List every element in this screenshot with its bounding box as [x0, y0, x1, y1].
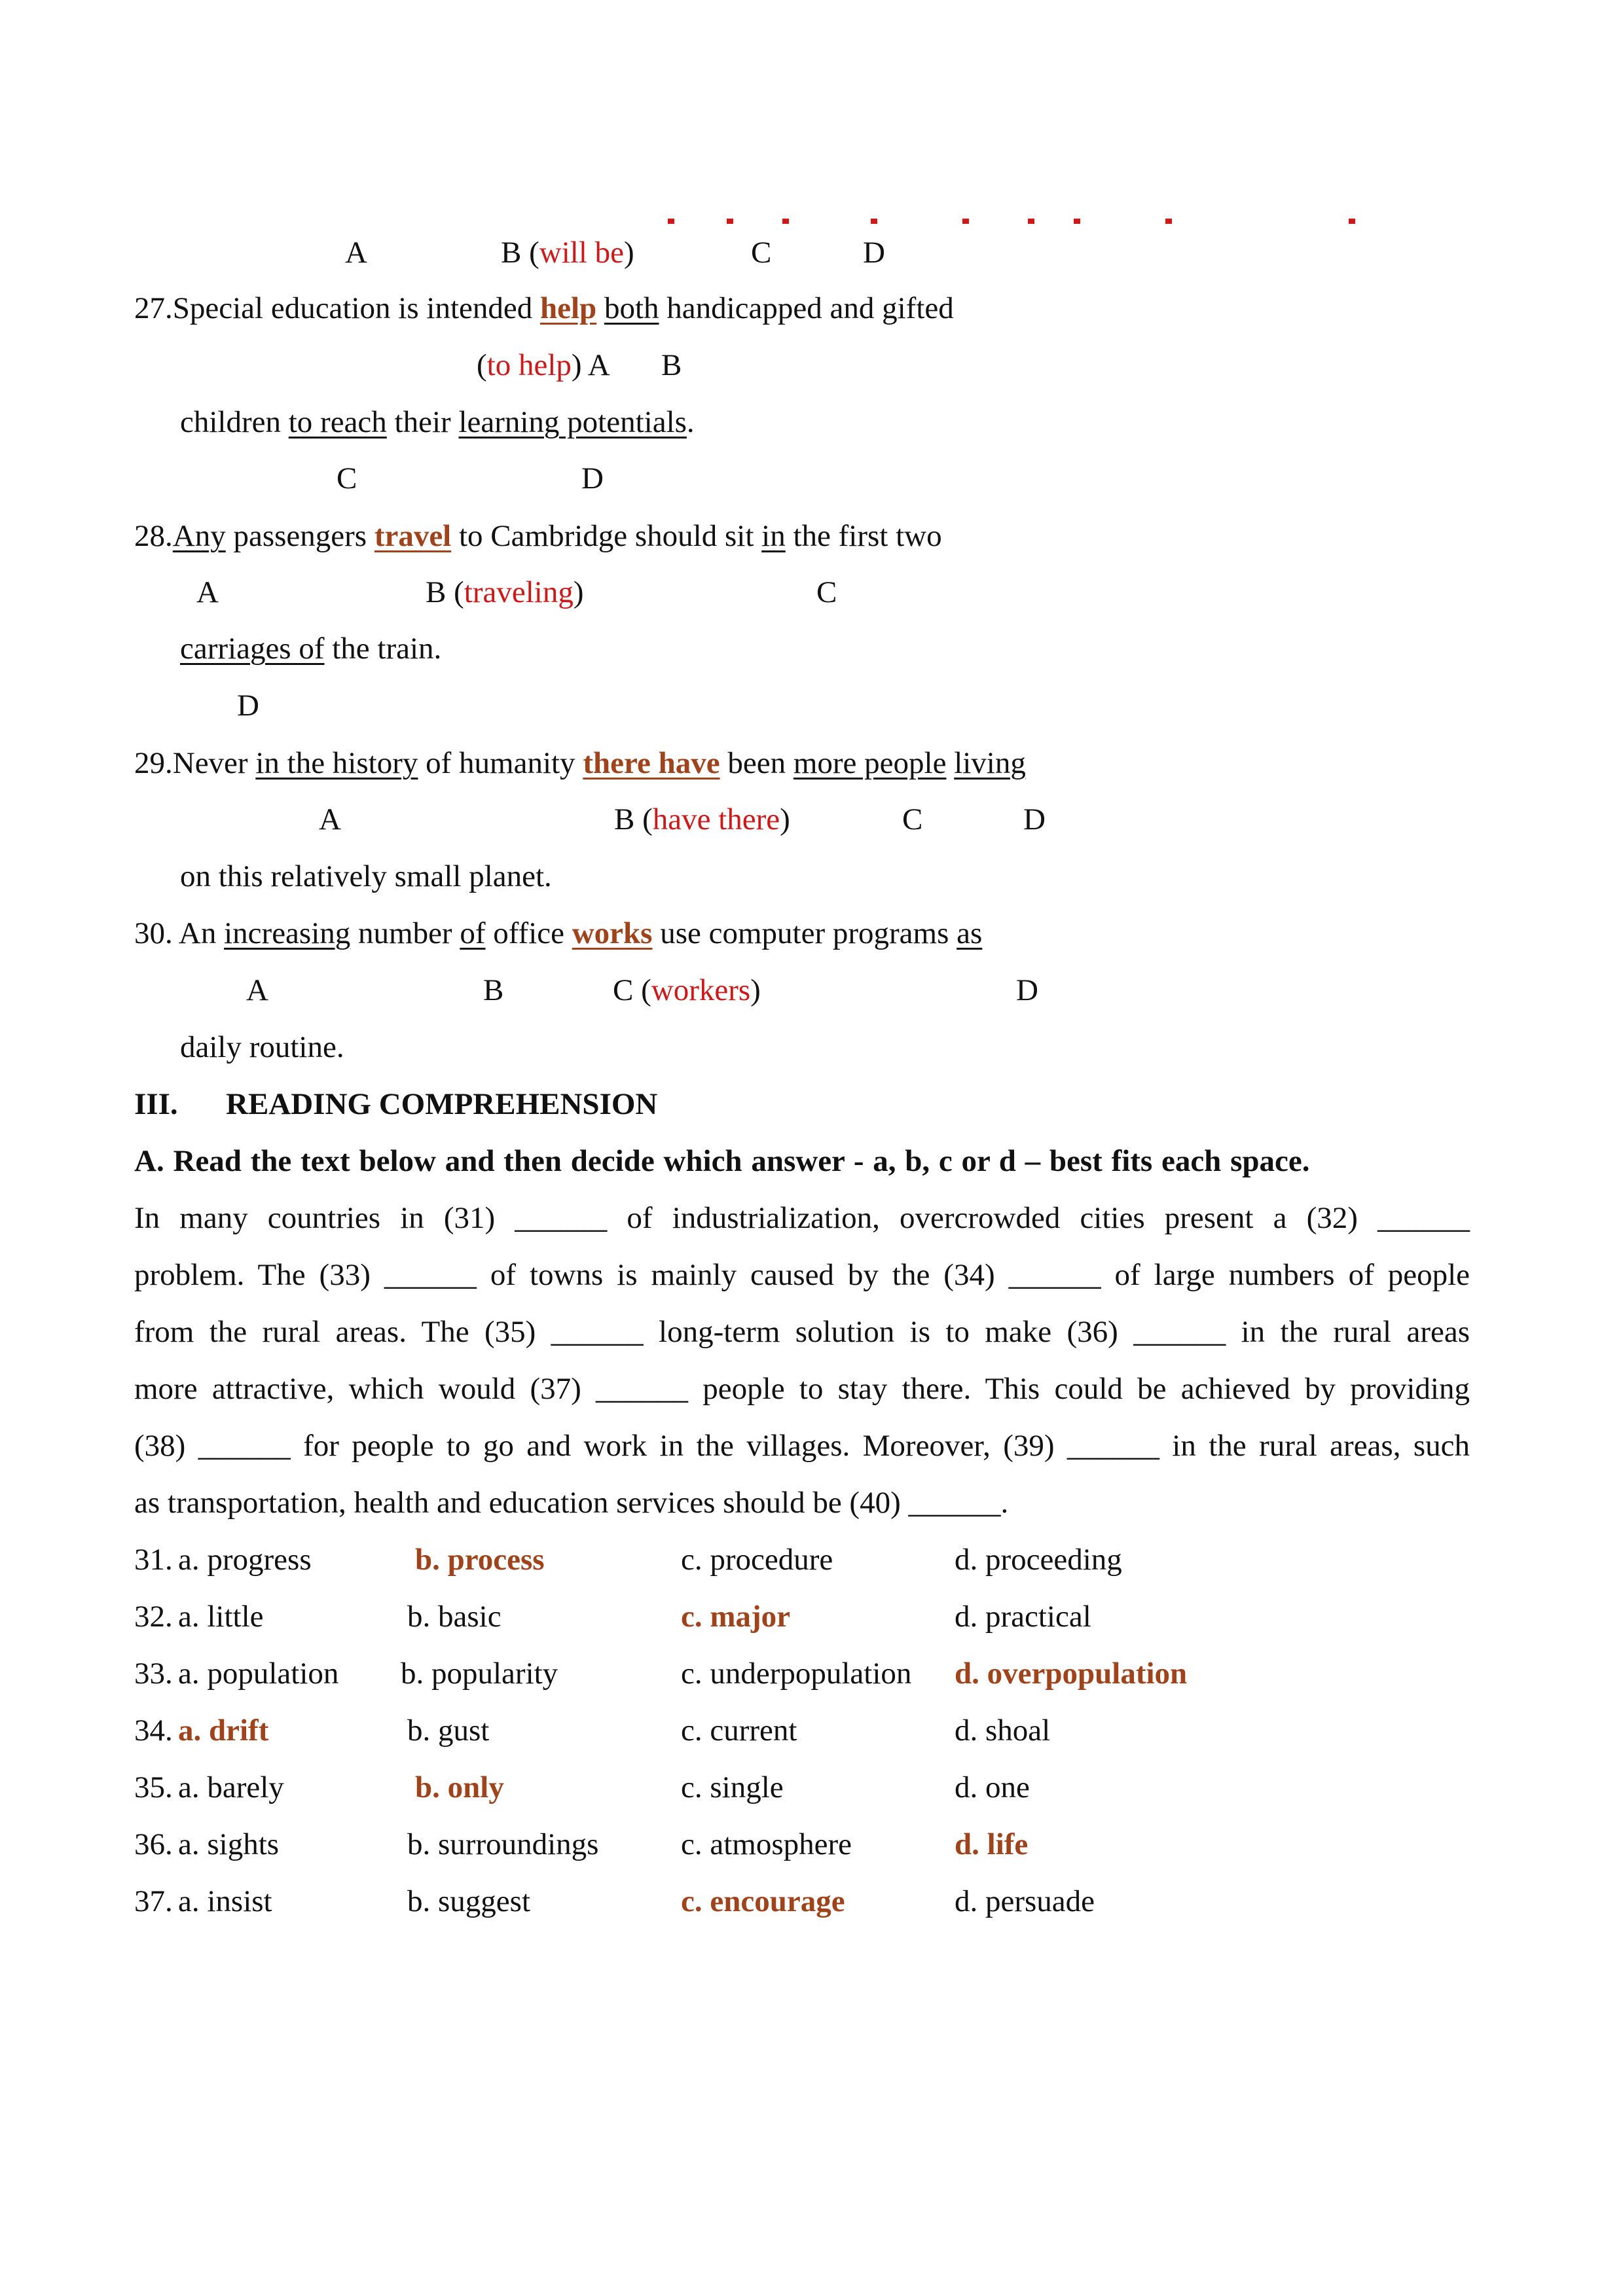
choice-option: b. gust: [407, 1713, 490, 1748]
instruction: A. Read the text below and then decide which answer - a, b, c or d – best fits each space.: [134, 1144, 1310, 1178]
choice-number: 33.: [134, 1657, 173, 1691]
q30-option-c: works: [572, 916, 653, 950]
choice-option: d. shoal: [955, 1713, 1051, 1748]
choice-option: c. current: [681, 1713, 797, 1748]
choice-option: a. insist: [178, 1884, 272, 1918]
choice-option: d. one: [955, 1770, 1030, 1804]
cropped-text-fragment: [655, 219, 1388, 229]
choice-number: 37.: [134, 1884, 173, 1918]
q29-option-a: in the history: [255, 746, 418, 780]
choice-number: 32.: [134, 1600, 173, 1634]
choice-option: b. process: [415, 1543, 545, 1577]
choice-option: b. popularity: [401, 1657, 558, 1691]
q27-option-d: learning potentials: [458, 405, 687, 439]
choice-option: b. surroundings: [407, 1827, 599, 1861]
q28-option-c: in: [761, 519, 786, 553]
q28-option-a: Any: [172, 519, 226, 553]
choice-option: b. suggest: [407, 1884, 530, 1918]
choice-number: 36.: [134, 1827, 173, 1861]
q29-option-b: there have: [583, 746, 720, 780]
q30-option-d: as: [957, 916, 983, 950]
q29-option-c: more people: [793, 746, 947, 780]
choice-option: a. barely: [178, 1770, 284, 1804]
choice-option: c. atmosphere: [681, 1827, 852, 1861]
choice-option: b. only: [415, 1770, 504, 1804]
choice-option: c. procedure: [681, 1543, 833, 1577]
choice-option: d. practical: [955, 1600, 1091, 1634]
q29-option-d: living: [954, 746, 1026, 780]
choice-option: d. life: [955, 1827, 1029, 1861]
q30-option-a: increasing: [224, 916, 351, 950]
choice-option: d. overpopulation: [955, 1657, 1188, 1691]
choice-option: d. proceeding: [955, 1543, 1122, 1577]
choice-option: c. underpopulation: [681, 1657, 912, 1691]
choice-number: 34.: [134, 1713, 173, 1748]
choice-number: 35.: [134, 1770, 173, 1804]
q28-option-b: travel: [374, 519, 452, 553]
choice-option: b. basic: [407, 1600, 501, 1634]
choice-option: c. major: [681, 1600, 791, 1634]
choice-option: a. progress: [178, 1543, 312, 1577]
choice-option: a. sights: [178, 1827, 280, 1861]
choice-option: a. little: [178, 1600, 264, 1634]
choice-option: c. encourage: [681, 1884, 845, 1918]
choice-number: 31.: [134, 1543, 173, 1577]
q27-option-a: help: [539, 291, 597, 325]
choice-option: a. drift: [178, 1713, 269, 1748]
q30-option-b: of: [460, 916, 486, 950]
q27-option-c: to reach: [288, 405, 387, 439]
choice-option: d. persuade: [955, 1884, 1095, 1918]
q27-option-b: both: [604, 291, 659, 325]
choice-option: c. single: [681, 1770, 784, 1804]
q28-option-d: carriages of: [180, 632, 325, 666]
choice-option: a. population: [178, 1657, 339, 1691]
